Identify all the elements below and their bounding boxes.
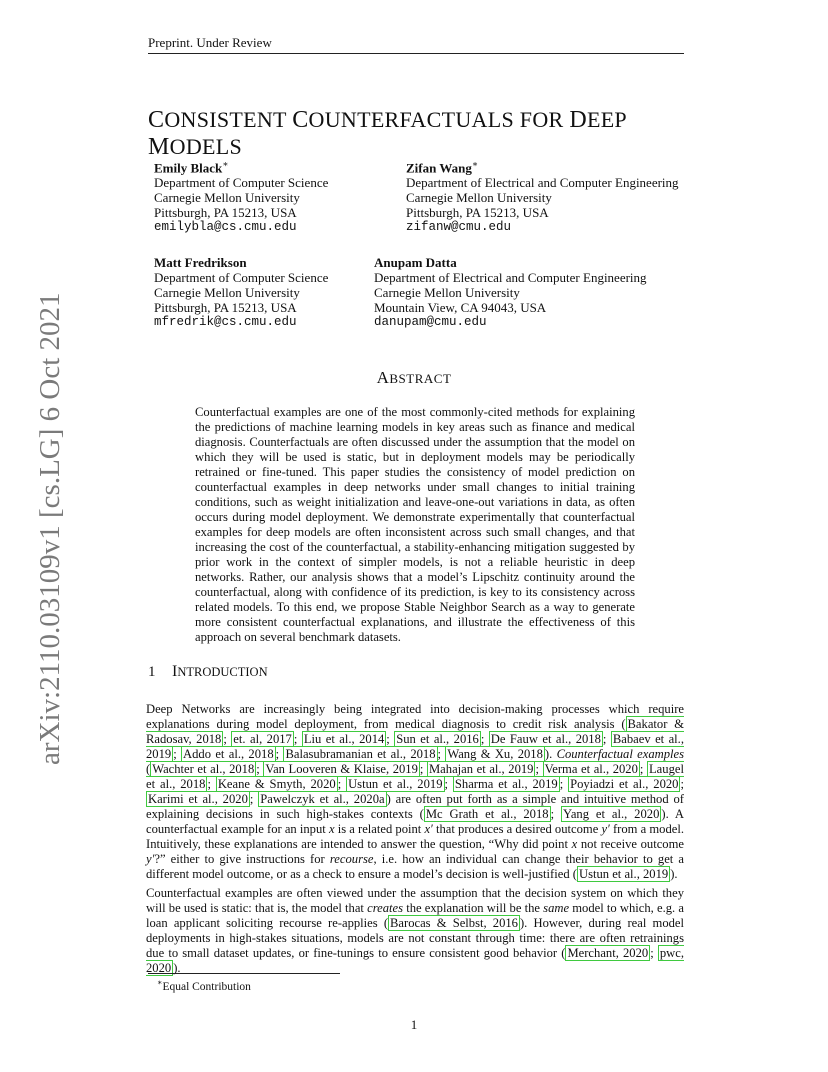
citation-link[interactable]: Merchant, 2020 bbox=[567, 946, 649, 960]
author-department: Department of Electrical and Computer Engineering bbox=[406, 175, 679, 191]
running-head: Preprint. Under Review bbox=[148, 35, 684, 54]
citation-link[interactable]: pwc, 2020 bbox=[146, 946, 684, 975]
author-email: emilybla@cs.cmu.edu bbox=[154, 220, 297, 235]
abstract-heading: ABSTRACT bbox=[376, 368, 452, 387]
citation-link[interactable]: Laugel et al., 2018 bbox=[146, 762, 684, 791]
author-block-1: Emily Black∗ Department of Computer Science Carnegie Mellon University Pittsburgh, PA 15213, USA emilybla@cs.cmu.edu bbox=[154, 159, 329, 235]
citation-link[interactable]: Ustun et al., 2019 bbox=[348, 777, 443, 791]
citation-link[interactable]: Mc Grath et al., 2018 bbox=[425, 807, 549, 821]
citation-link[interactable]: Liu et al., 2014 bbox=[303, 732, 385, 746]
author-department: Department of Computer Science bbox=[154, 270, 329, 285]
author-address: Pittsburgh, PA 15213, USA bbox=[406, 205, 549, 221]
author-address: Pittsburgh, PA 15213, USA bbox=[154, 300, 297, 315]
citation-link[interactable]: Babaev et al., 2019 bbox=[146, 732, 684, 761]
footnote-separator bbox=[148, 973, 340, 974]
author-name: Anupam Datta bbox=[374, 255, 457, 270]
paper-title: CONSISTENT COUNTERFACTUALS FOR DEEP MODELS bbox=[148, 107, 627, 160]
author-block-2: Zifan Wang∗ Department of Electrical and Computer Engineering Carnegie Mellon University Pittsburgh, PA 15213, USA zifanw@cmu.edu bbox=[406, 159, 679, 235]
citation-link[interactable]: Poyiadzi et al., 2020 bbox=[570, 777, 679, 791]
citation-link[interactable]: Keane & Smyth, 2020 bbox=[217, 777, 336, 791]
page-number: 1 bbox=[410, 1017, 418, 1032]
citation-link[interactable]: et. al, 2017 bbox=[233, 732, 292, 746]
intro-paragraph-1: Deep Networks are increasingly being integrated into decision-making processes which require explanations during model deployment, from medical diagnosis to credit risk analysis ( Bakator & Radosav, 2018 ; et. al, 2017 ; Liu et al., 2014 ; Sun et al., 2016 ; De Fauw et al., 2018 ; Babaev et al., 2019 ; Addo et al., 2018 ; Balasubramanian et al., 2018 ; Wang & Xu, 2018 ). Counterfactual examples ( Wachter et al., 2018 ; Van Looveren & Klaise, 2019 ; Mahajan et al., 2019 ; Verma et al., 2020 ; Laugel et al., 2018 ; Keane & Smyth, 2020 ; Ustun et al., 2019 ; Sharma et al., 2019 ; Poyiadzi et al., 2020 ; Karimi et al., 2020 ; Pawelczyk et al., 2020a ) are often put forth as a simple and intuitive method of explaining decisions in such high-stakes contexts ( Mc Grath et al., 2018 ; Yang et al., 2020 ). A counterfactual example for an input x is a related point x′ that produces a desired outcome y′ from a model. Intuitively, these explanations are intended to answer the question, “Why did point x not receive outcome y′?” either to give instructions for recourse, i.e. how an individual can change their behavior to get a different model outcome, or as a check to ensure a model’s decision is well-justified ( Ustun et al., 2019 ). bbox=[146, 702, 685, 881]
author-address: Mountain View, CA 94043, USA bbox=[374, 300, 547, 315]
footnote: ∗Equal Contribution bbox=[157, 978, 251, 993]
section-heading-introduction: 1 INTRODUCTION bbox=[148, 663, 268, 680]
citation-link[interactable]: Karimi et al., 2020 bbox=[148, 792, 248, 806]
author-affiliation: Carnegie Mellon University bbox=[154, 285, 300, 300]
citation-link[interactable]: Van Looveren & Klaise, 2019 bbox=[265, 762, 418, 776]
citation-link[interactable]: Bakator & Radosav, 2018 bbox=[146, 717, 684, 746]
author-affiliation: Carnegie Mellon University bbox=[154, 190, 300, 206]
citation-link[interactable]: Wang & Xu, 2018 bbox=[447, 747, 543, 761]
author-email: zifanw@cmu.edu bbox=[406, 220, 512, 235]
citation-link[interactable]: Ustun et al., 2019 bbox=[578, 867, 669, 881]
citation-link[interactable]: Sun et al., 2016 bbox=[396, 732, 479, 746]
author-block-3 bbox=[154, 255, 328, 330]
citation-link[interactable]: Verma et al., 2020 bbox=[544, 762, 638, 776]
citation-link[interactable]: Sharma et al., 2019 bbox=[454, 777, 558, 791]
author-email: danupam@cmu.edu bbox=[374, 315, 487, 329]
author-name: Emily Black bbox=[154, 160, 223, 176]
author-name: Matt Fredrikson bbox=[154, 255, 247, 270]
author-address: Pittsburgh, PA 15213, USA bbox=[154, 205, 297, 221]
author-affiliation: Carnegie Mellon University bbox=[406, 190, 552, 206]
citation-link[interactable]: Yang et al., 2020 bbox=[562, 807, 660, 821]
author-affiliation: Carnegie Mellon University bbox=[374, 285, 520, 300]
citation-link[interactable]: Balasubramanian et al., 2018 bbox=[285, 747, 436, 761]
citation-link[interactable]: Pawelczyk et al., 2020a bbox=[260, 792, 385, 806]
arxiv-stamp-text: arXiv:2110.03109v1 [cs.LG] 6 Oct 2021 bbox=[34, 292, 66, 765]
citation-link[interactable]: Barocas & Selbst, 2016 bbox=[390, 916, 518, 930]
intro-paragraph-2: Counterfactual examples are often viewed under the assumption that the decision system on which they will be used is static: that is, the model that creates the explanation will be the same model to which, e.g. a loan applicant soliciting recourse re-applies ( Barocas & Selbst, 2016 ). However, during real model deployments in high-stakes situations, models are not constant through time: there are often retrainings due to small dataset updates, or fine-tunings to ensure consistent good behavior ( Merchant, 2020 ; pwc, 2020 ). bbox=[146, 886, 684, 975]
citation-link[interactable]: De Fauw et al., 2018 bbox=[490, 732, 601, 746]
citation-link[interactable]: Wachter et al., 2018 bbox=[152, 762, 255, 776]
author-email: mfredrik@cs.cmu.edu bbox=[154, 315, 297, 329]
author-name: Zifan Wang bbox=[406, 160, 472, 176]
author-block-4 bbox=[374, 255, 647, 330]
author-department: Department of Computer Science bbox=[154, 175, 329, 191]
abstract-text: Counterfactual examples are one of the most commonly-cited methods for explaining the predictions of machine learning models in key areas such as finance and medical diagnosis. Counterfactuals are often discussed under the assumption that the model on which they will be used is static, but in deployment models may be periodically retrained or fine-tuned. This paper studies the consistency of model prediction on counterfactual examples in deep networks under small changes to initial training conditions, such as weight initialization and leave-one-out variations in data, as often occurs during model deployment. We demonstrate experimentally that counterfactual examples for deep models are often inconsistent across such small changes, and that increasing the cost of the counterfactual, a stability-enhancing mitigation suggested by prior work in the context of simpler models, is not a reliable heuristic in deep networks. Rather, our analysis shows that a model’s Lipschitz continuity around the counterfactual, along with confidence of its prediction, is key to its consistency across related models. To this end, we propose Stable Neighbor Search as a way to generate more consistent counterfactual explanations, and illustrate the effectiveness of this approach on several benchmark datasets. bbox=[195, 405, 635, 644]
arxiv-stamp bbox=[16, 292, 66, 765]
citation-link[interactable]: Mahajan et al., 2019 bbox=[428, 762, 534, 776]
citation-link[interactable]: Addo et al., 2018 bbox=[183, 747, 274, 761]
author-department: Department of Electrical and Computer Engineering bbox=[374, 270, 647, 285]
